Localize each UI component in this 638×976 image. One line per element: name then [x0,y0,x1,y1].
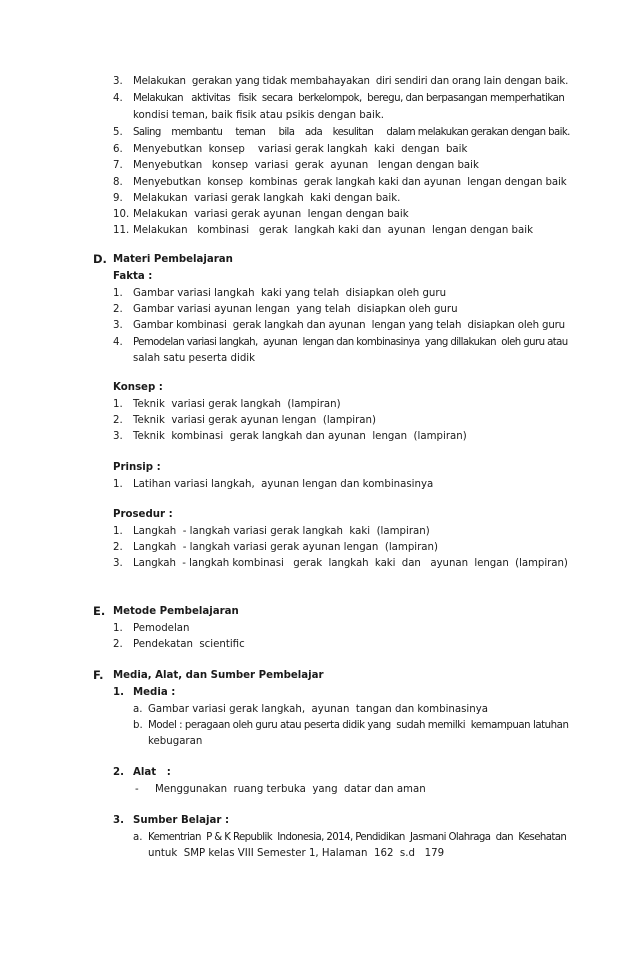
list-item: Menggunakan ruang terbuka yang datar dan aman [155,784,426,795]
list-number: 1. [113,526,123,537]
list-item: Melakukan variasi gerak langkah kaki dengan baik. [133,193,401,204]
section-title: Media, Alat, dan Sumber Pembelajar [113,670,324,681]
list-number: 11. [113,225,130,236]
list-item: Teknik variasi gerak ayunan lengan (lampiran) [133,415,376,426]
list-item-continued: salah satu peserta didik [133,353,256,364]
list-item: Melakukan variasi gerak ayunan lengan dengan baik [133,209,409,220]
list-item: Model : peragaan oleh guru atau peserta didik yang sudah memilki kemampuan latuhan [148,720,569,731]
section-letter: D. [93,252,107,266]
list-letter: a. [133,704,143,715]
list-item: Menyebutkan konsep variasi gerak ayunan lengan dengan baik [133,160,479,171]
list-number: 3. [113,76,123,87]
list-number: 4. [113,337,123,348]
list-number: 1. [113,623,123,634]
list-item: Teknik variasi gerak langkah (lampiran) [133,399,341,410]
subheading-konsep: Konsep : [113,382,163,393]
list-number: 5. [113,127,123,138]
list-item: Teknik kombinasi gerak langkah dan ayunan lengan (lampiran) [133,431,467,442]
list-number: 9. [113,193,123,204]
list-number: 3. [113,558,123,569]
list-number: 2. [113,415,123,426]
list-number: 4. [113,93,123,104]
list-number: 7. [113,160,123,171]
list-item: Pemodelan [133,623,190,634]
list-number: 3. [113,815,124,826]
list-number: 2. [113,767,124,778]
list-number: 6. [113,144,123,155]
list-number: 1. [113,479,123,490]
subheading-prosedur: Prosedur : [113,509,173,520]
list-number: 1. [113,687,124,698]
subheading-prinsip: Prinsip : [113,462,161,473]
list-item: Gambar variasi ayunan lengan yang telah disiapkan oleh guru [133,304,458,315]
list-item-continued: kebugaran [148,736,203,747]
list-number: 2. [113,639,123,650]
list-item: Melakukan kombinasi gerak langkah kaki dan ayunan lengan dengan baik [133,225,533,236]
subheading-fakta: Fakta : [113,271,153,282]
list-item: Langkah - langkah variasi gerak ayunan lengan (lampiran) [133,542,438,553]
list-item: Menyebutkan konsep kombinas gerak langkah kaki dan ayunan lengan dengan baik [133,177,567,188]
list-letter: b. [133,720,143,731]
list-item: Melakukan gerakan yang tidak membahayakan diri sendiri dan orang lain dengan baik. [133,76,569,87]
list-number: 3. [113,431,123,442]
list-item: Saling membantu teman bila ada kesulitan dalam melakukan gerakan dengan baik. [133,127,570,138]
section-letter: F. [93,668,104,682]
list-item: Kementrian P & K Republik Indonesia, 2014, Pendidikan Jasmani Olahraga dan Kesehatan [148,832,567,843]
section-letter: E. [93,604,106,618]
list-item: Gambar kombinasi gerak langkah dan ayunan lengan yang telah disiapkan oleh guru [133,320,565,331]
subheading-sumber: Sumber Belajar : [133,815,230,826]
list-item: Gambar variasi langkah kaki yang telah disiapkan oleh guru [133,288,447,299]
list-item-continued: kondisi teman, baik fisik atau psikis dengan baik. [133,110,384,121]
subheading-media: Media : [133,687,176,698]
list-item: Gambar variasi gerak langkah, ayunan tangan dan kombinasinya [148,704,488,715]
list-number: 10. [113,209,130,220]
list-number: 1. [113,288,123,299]
section-title: Materi Pembelajaran [113,254,233,265]
list-number: 2. [113,304,123,315]
list-number: 3. [113,320,123,331]
list-item: Langkah - langkah variasi gerak langkah kaki (lampiran) [133,526,430,537]
list-number: 8. [113,177,123,188]
list-item: Menyebutkan konsep variasi gerak langkah kaki dengan baik [133,144,468,155]
list-letter: a. [133,832,143,843]
list-item: Langkah - langkah kombinasi gerak langkah kaki dan ayunan lengan (lampiran) [133,558,568,569]
list-item: Pendekatan scientific [133,639,245,650]
list-item: Melakukan aktivitas fisik secara berkelompok, beregu, dan berpasangan memperhatikan [133,93,565,104]
list-item: Pemodelan variasi langkah, ayunan lengan dan kombinasinya yang dillakukan oleh guru atau [133,337,568,348]
list-bullet: - [135,784,139,795]
list-number: 1. [113,399,123,410]
section-title: Metode Pembelajaran [113,606,239,617]
subheading-alat: Alat : [133,767,171,778]
list-item-continued: untuk SMP kelas VIII Semester 1, Halaman 162 s.d 179 [148,848,445,859]
list-item: Latihan variasi langkah, ayunan lengan dan kombinasinya [133,479,434,490]
list-number: 2. [113,542,123,553]
